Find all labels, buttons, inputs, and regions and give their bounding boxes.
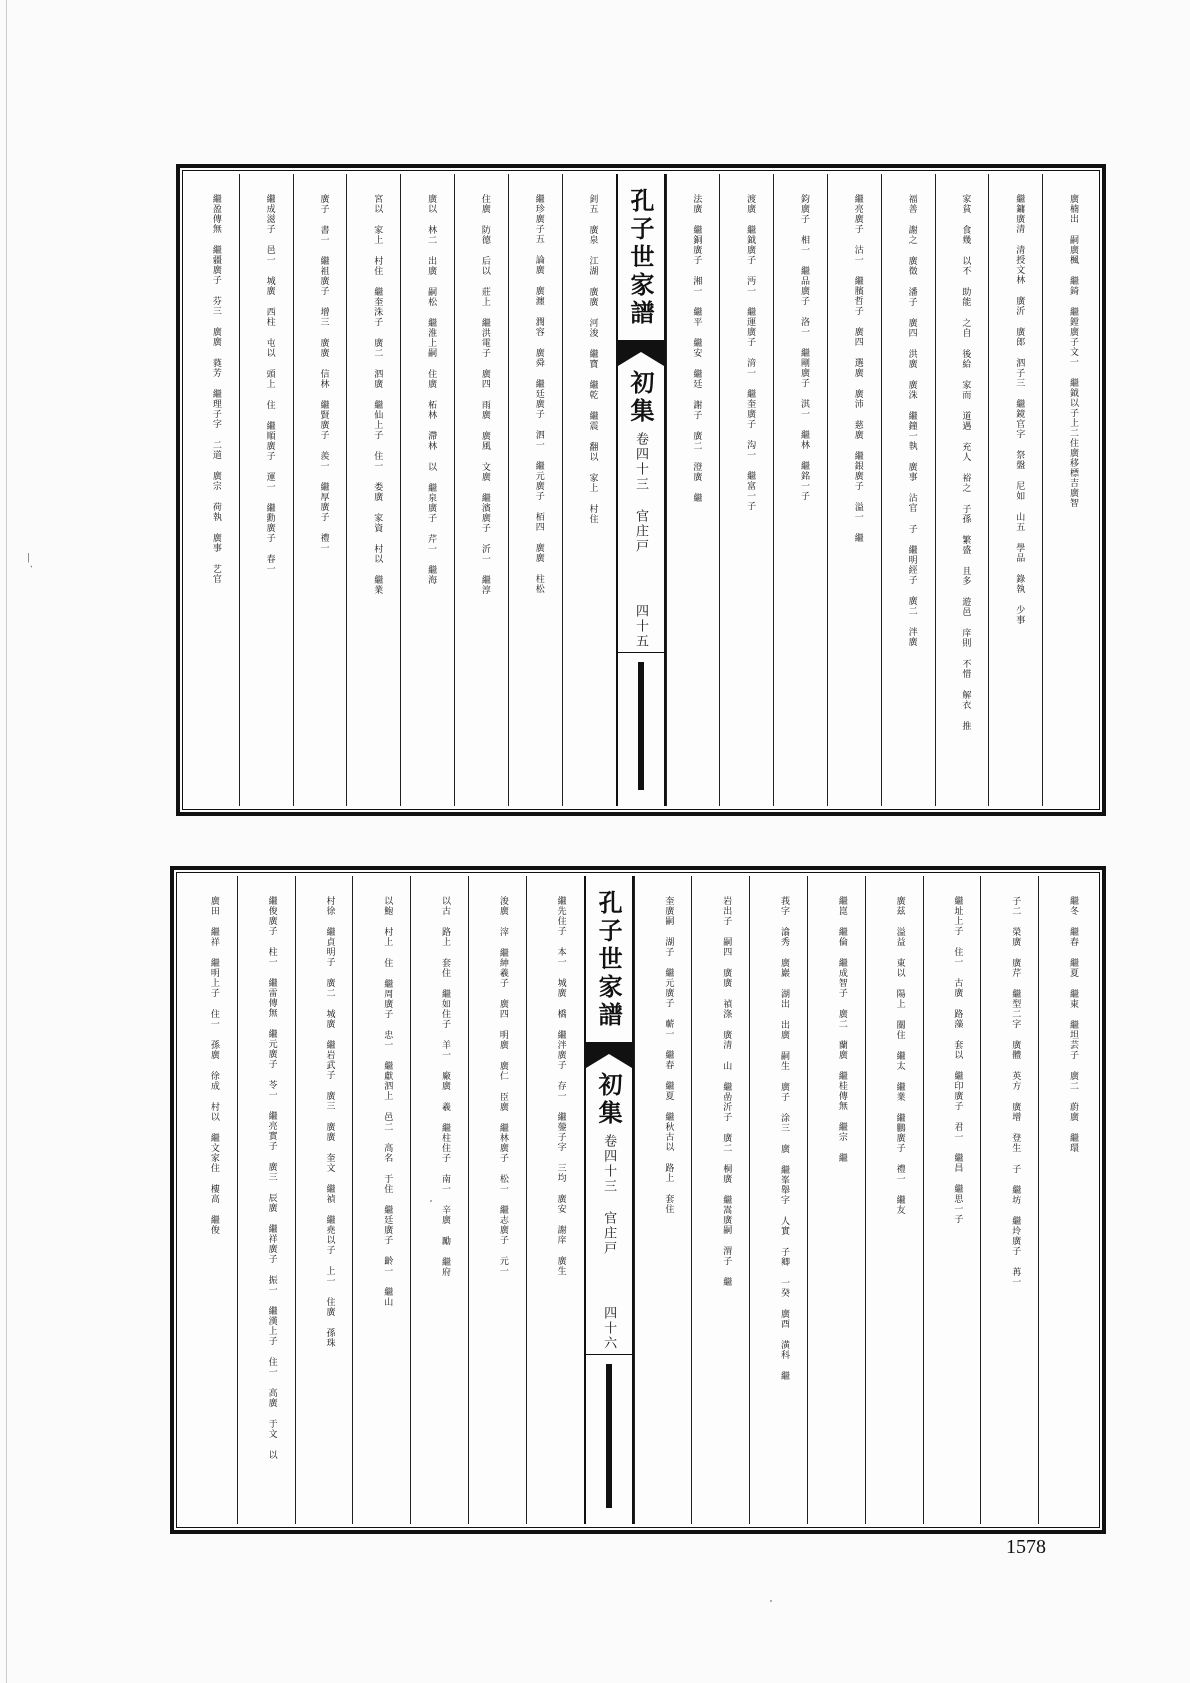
column-text: 繼珍廣子五 論廣 廣瀍 潤容 廣舜 繼廷廣子 泗一 繼元廣子 栢四 廣廣 柱松 [533,194,544,594]
margin-mark: | ㆍ [27,553,36,573]
volume-label: 初集 [594,1072,624,1128]
genealogy-column [293,174,347,806]
column-text: 廣以 林二 出廣 嗣松 繼淮上嗣 住廣 柘林 滯林 以 繼泉廣子 芹一 繼海 [426,194,437,585]
column-text: 繼亮廣子 沽一 繼臏哲子 廣四 選廣 廣沛 慈廣 繼銀廣子 溢一 繼 [852,194,863,543]
genealogy-column [807,876,865,1524]
column-text: 福善 謝之 廣徵 潘子 廣四 洪廣 廣洙 繼鐘一執 廣事 沾官 子 繼明經子 廣二 泮廣 [906,194,917,647]
column-text: 浚廣 滓 繼紳羲子 廣四 明廣 廣仁 臣廣 繼林廣子 松一 繼志廣子 元一 [497,896,508,1276]
column-text: 村徐 繼貞明子 廣二 城廣 繼岩武子 廣三 廣廣 奎文 繼禎 繼堯以子 上一 住廣 孫珠 [324,896,335,1348]
center-spine [584,876,634,1524]
fish-tail-icon [586,1042,632,1068]
columns-bottom [180,876,1096,1524]
genealogy-column [666,174,720,806]
genealogy-column [237,876,295,1524]
column-text: 家貧 食幾 以不 助能 之自 後給 家而 道遇 充人 裕之 子孫 繁盛 且多 遊邑 庠則 不惜 解衣 推 [960,194,971,731]
column-text: 釗五 廣泉 江湖 廣廣 河浚 繼寶 繼乾 繼震 翻以 家上 村住 [587,194,598,524]
column-text: 繼盈傳無 繼疆廣子 芬三 廣廣 蕤芳 繼理子字 二道 廣宗 荷執 廣事 艺官 [210,194,221,584]
genealogy-column [691,876,749,1524]
column-text: 以古 路上 套住 繼如住子 羊一 廠廣 羲 繼柱住子 南一 辛廣 勵 繼府 [440,896,451,1277]
genealogy-column [352,876,410,1524]
genealogy-column [865,876,923,1524]
column-text: 廣子 書一 繼祖廣子 增三 廣廣 信林 繼賢廣子 羨一 繼厚廣子 禮一 [318,194,329,553]
genealogy-column [186,174,239,806]
genealogy-column [1038,876,1096,1524]
genealogy-column [239,174,293,806]
scan-speck [430,1200,432,1202]
genealogy-column [400,174,454,806]
column-text: 繼俊廣子 柱一 繼雷傳無 繼元廣子 苓一 繼亮實子 廣三 辰廣 繼祥廣子 振一 繼漢上子 住一 高廣 于文 以 [266,896,277,1460]
column-text: 繼成滋子 邑一 城廣 西柱 屯以 頭上 住 繼順廣子 運一 繼勳廣子 春一 [264,194,275,574]
genealogy-column [1042,174,1096,806]
column-text: 渡廣 繼鉞廣子 沔一 繼運廣子 湇一 繼奎廣子 沟一 繼富一子 [745,194,756,511]
column-text: 繼址上子 住一 古廣 路藻 套以 繼印廣子 君一 繼昌 繼思一子 [952,896,963,1224]
column-text: 繼鏞廣清 清授文林 廣沂 廣郎 泗子三 繼鏡官字 祭盤 尼如 山五 學品 錄執 少事 [1014,194,1025,625]
spine-divider [618,652,664,653]
chapter-label: 卷四十三 官庄戸 [633,432,648,554]
column-text: 繼冬 繼春 繼夏 繼東 繼坦芸子 廣二 蔚廣 繼環 [1068,896,1078,1153]
genealogy-column [749,876,807,1524]
genealogy-column [526,876,584,1524]
book-title: 孔子世家譜 [626,188,655,328]
genealogy-column [923,876,981,1524]
column-text: 法廣 繼銅廣子 湘一 繼平 繼安 繼廷 謝子 廣二 澄廣 繼 [691,194,702,503]
genealogy-column [980,876,1038,1524]
column-text: 以鮑 村上 住 繼周廣子 忠一 繼獻泗上 邑二 高名 于住 繼廷廣子 齡一 繼山 [382,896,393,1307]
volume-label: 初集 [626,370,655,426]
column-text: 子二 榮廣 廣芹 繼型二字 廣體 英方 廣增 登生 子 繼坊 繼坽廣子 苒一 [1010,896,1021,1287]
book-title: 孔子世家譜 [594,890,624,1030]
genealogy-column [988,174,1042,806]
column-text: 宮以 家上 村住 繼奎洙子 廣二 泗廣 繼仙上子 住一 娄廣 家資 村以 繼業 [372,194,383,595]
spine-bar [638,662,644,790]
genealogy-column [719,174,773,806]
folio-number: 四十六 [601,1306,617,1351]
genealogy-column [562,174,616,806]
page-bottom [170,866,1106,1534]
spine-divider [586,1354,632,1355]
genealogy-column [773,174,827,806]
column-text: 莪字 潝秀 廣巖 湖出 出廣 嗣生 廣子 涂三 廣 繼峯舉字 人實 子卿 一癸 廣酉 潢科 繼 [779,896,790,1381]
chapter-label: 卷四十三 官庄戸 [601,1134,617,1256]
column-text: 岩出子 嗣四 廣廣 禎涤 廣清 山 繼嵒沂子 廣二 桐廣 繼嵩廣嗣 渭子 繼 [721,896,732,1287]
column-text: 住廣 防德 后以 莊上 繼洪電子 廣四 雨廣 廣風 文廣 繼濱廣子 沂一 繼淳 [479,194,490,595]
left-edge-rule [6,0,7,1683]
scan-speck [770,1600,772,1602]
column-text: 廣楠出 嗣廣楓 繼錡 繼鏜廣子文一 繼鉞以子上二住廣移標吉廣智 [1068,194,1078,508]
columns-top [186,174,1096,806]
genealogy-column [180,876,237,1524]
genealogy-column [468,876,526,1524]
column-text: 廣兹 溢益 東以 陽上 關住 繼太 繼業 繼鵬廣子 禮一 繼友 [894,896,905,1215]
spine-bar [606,1364,612,1508]
genealogy-column [346,174,400,806]
genealogy-column [881,174,935,806]
genealogy-column [454,174,508,806]
column-text: 繼崑 繼倫 繼成智子 廣二 蘭廣 繼桂傳無 繼宗 繼 [836,896,847,1163]
genealogy-column [295,876,353,1524]
column-text: 廣田 繼祥 繼明上子 住一 孫廣 徐成 村以 繼文家住 樓高 繼俊 [208,896,219,1235]
genealogy-column [935,174,989,806]
page-top [176,164,1106,816]
center-spine [616,174,666,806]
column-text: 繼先住子 本一 城廣 橋 繼泮廣子 存一 繼鎣子字 三均 廣安 謝庠 廣生 [555,896,566,1276]
column-text: 鈞廣子 相一 繼品廣子 洛一 繼剛廣子 淇一 繼林 繼銘一子 [798,194,809,501]
fish-tail-icon [618,340,664,366]
column-text: 奎廣嗣 湖子 繼元廣子 蘄一 繼春 繼夏 繼秋古以 路上 套住 [663,896,674,1214]
genealogy-column [634,876,692,1524]
genealogy-column [410,876,468,1524]
folio-number: 四十五 [633,604,648,649]
genealogy-column [508,174,562,806]
genealogy-column [827,174,881,806]
page-number: 1578 [1006,1536,1046,1558]
